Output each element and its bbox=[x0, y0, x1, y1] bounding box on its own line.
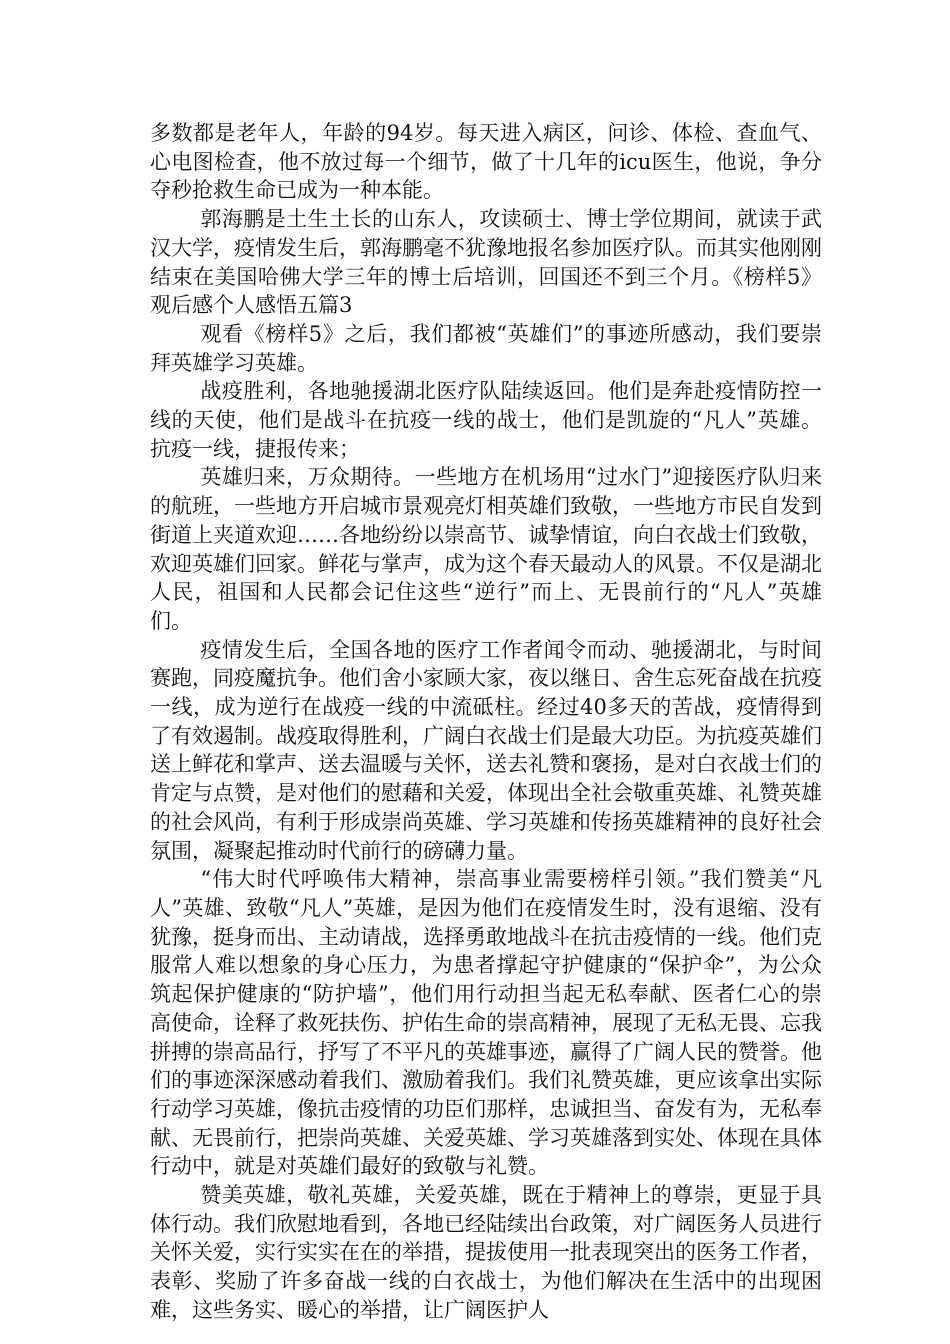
paragraph-5: 英雄归来，万众期待。一些地方在机场用“过水门”迎接医疗队归来的航班，一些地方开启城市景观亮灯相英雄们致敬，一些地方市民自发到街道上夹道欢迎……各地纷纷以崇高节、诚挚情谊，向白衣战士们致敬，欢迎英雄们回家。鲜花与掌声，成为这个春天最动人的风景。不仅是湖北人民，祖国和人民都会记住这些“逆行”而上、无畏前行的“凡人”英雄们。 bbox=[150, 465, 822, 633]
paragraph-8: 赞美英雄，敬礼英雄，关爱英雄，既在于精神上的尊崇，更显于具体行动。我们欣慰地看到，各地已经陆续出台政策，对广阔医务人员进行关怀关爱，实行实实在在的举措，提拔使用一批表现突出的医务工作者，表彰、奖励了许多奋战一线的白衣战士，为他们解决在生活中的出现困难，这些务实、暖心的举措，让广阔医护人 bbox=[150, 1183, 822, 1322]
paragraph-4: 战疫胜利，各地驰援湖北医疗队陆续返回。他们是奔赴疫情防控一线的天使，他们是战斗在抗疫一线的战士，他们是凯旋的“凡人”英雄。抗疫一线，捷报传来； bbox=[150, 379, 822, 461]
paragraph-7: “伟大时代呼唤伟大精神，崇高事业需要榜样引领。”我们赞美“凡人”英雄、致敬“凡人”英雄，是因为他们在疫情发生时，没有退缩、没有犹豫，挺身而出、主动请战，选择勇敢地战斗在抗击疫情的一线。他们克服常人难以想象的身心压力，为患者撑起守护健康的“保护伞”，为公众筑起保护健康的“防护墙”，他们用行动担当起无私奉献、医者仁心的崇高使命，诠释了救死扶伤、护佑生命的崇高精神，展现了无私无畏、忘我拼搏的崇高品行，抒写了不平凡的英雄事迹，赢得了广阔人民的赞誉。他们的事迹深深感动着我们、激励着我们。我们礼赞英雄，更应该拿出实际行动学习英雄，像抗击疫情的功臣们那样，忠诚担当、奋发有为，无私奉献、无畏前行，把崇尚英雄、关爱英雄、学习英雄落到实处、体现在具体行动中，就是对英雄们最好的致敬与礼赞。 bbox=[150, 867, 822, 1179]
paragraph-3: 观看《榜样5》之后，我们都被“英雄们”的事迹所感动，我们要崇拜英雄学习英雄。 bbox=[150, 321, 822, 375]
document-body bbox=[150, 119, 822, 1325]
paragraph-6: 疫情发生后，全国各地的医疗工作者闻令而动、驰援湖北，与时间赛跑，同疫魔抗争。他们舍小家顾大家，夜以继日、舍生忘死奋战在抗疫一线，成为逆行在战疫一线的中流砥柱。经过40多天的苦战，疫情得到了有效遏制。战疫取得胜利，广阔白衣战士们是最大功臣。为抗疫英雄们送上鲜花和掌声、送去温暖与关怀，送去礼赞和褒扬，是对白衣战士们的肯定与点赞，是对他们的慰藉和关爱，体现出全社会敬重英雄、礼赞英雄的社会风尚，有利于形成崇尚英雄、学习英雄和传扬英雄精神的良好社会氛围，凝聚起推动时代前行的磅礴力量。 bbox=[150, 637, 822, 863]
paragraph-1: 多数都是老年人，年龄的94岁。每天进入病区，问诊、体检、查血气、心电图检查，他不放过每一个细节，做了十几年的icu医生，他说，争分夺秒抢救生命已成为一种本能。 bbox=[150, 121, 822, 203]
paragraph-2: 郭海鹏是土生土长的山东人，攻读硕士、博士学位期间，就读于武汉大学，疫情发生后，郭海鹏毫不犹豫地报名参加医疗队。而其实他刚刚结束在美国哈佛大学三年的博士后培训，回国还不到三个月。《榜样5》观后感个人感悟五篇3 bbox=[150, 207, 822, 318]
